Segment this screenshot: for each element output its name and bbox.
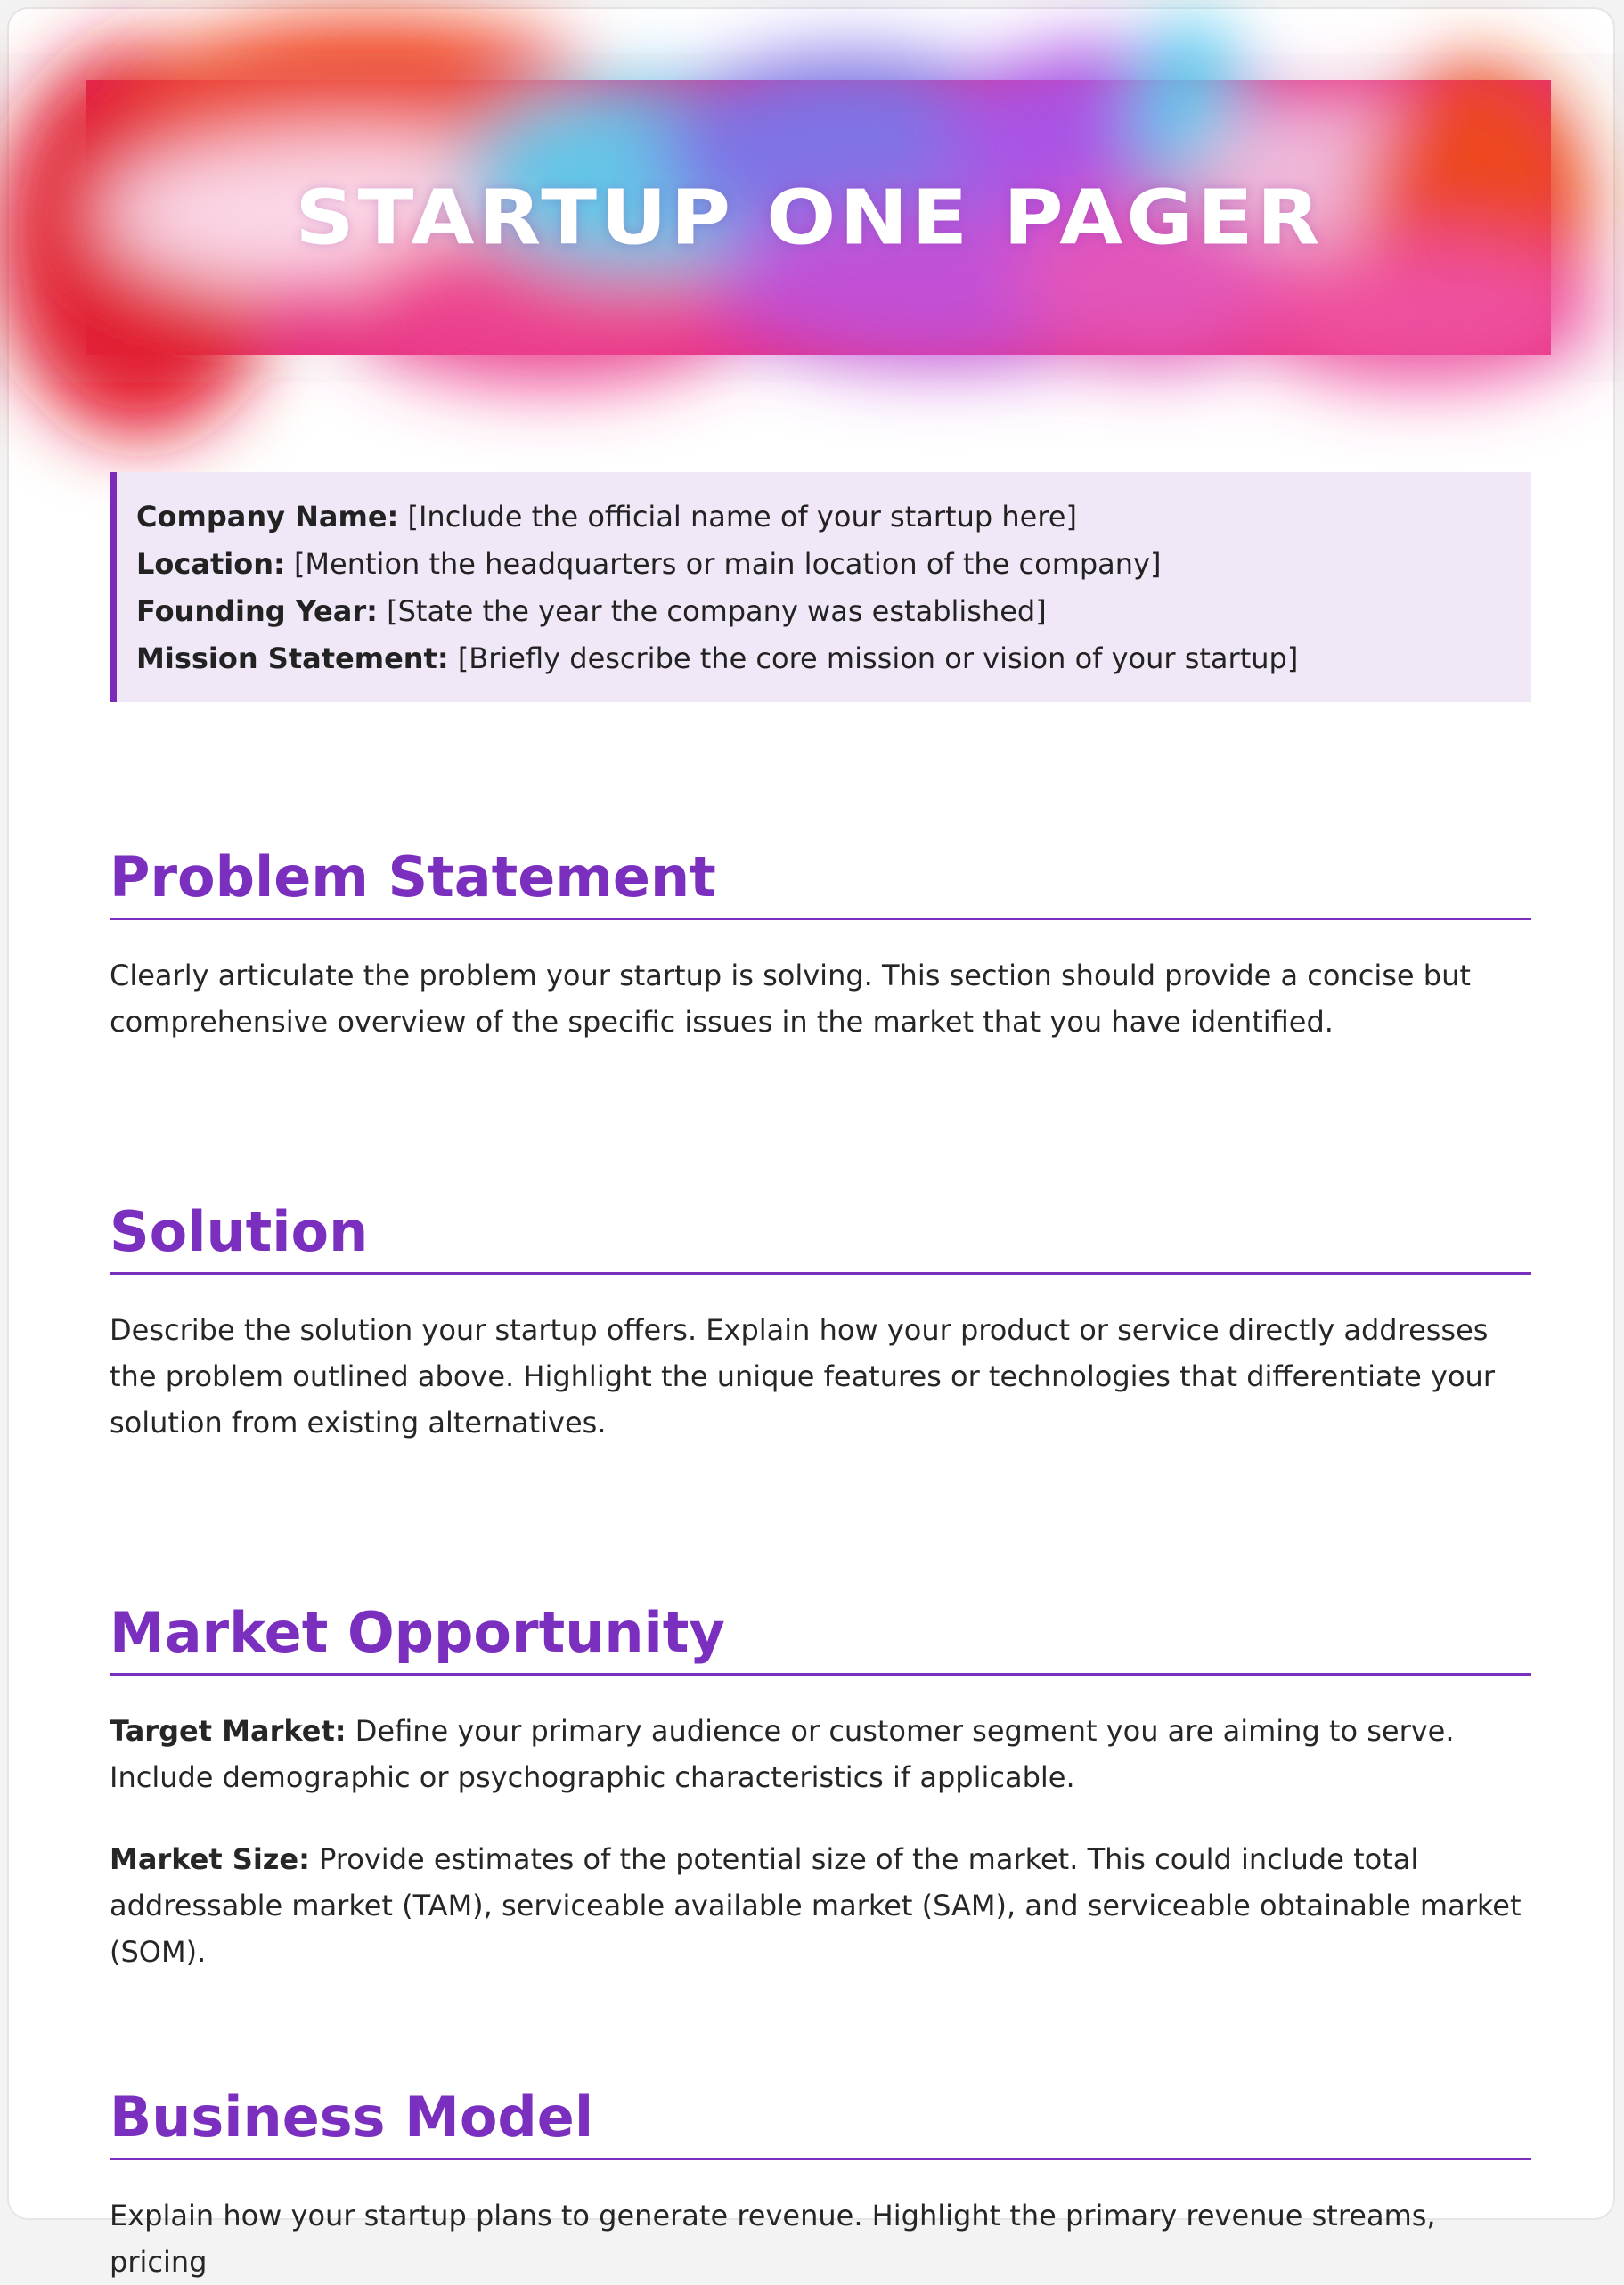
problem-statement-body: Clearly articulate the problem your startup is solving. This section should provide a concise but comprehensive overview of the specific issues in the market that you have identified. [110, 959, 1471, 1039]
solution-body: Describe the solution your startup offers. Explain how your product or service directly addresses the problem outlined above. Highlight the unique features or technologies that differentiate your solution from existing alternatives. [110, 1313, 1495, 1440]
location-label: Location: [136, 547, 285, 581]
company-name-value: [Include the official name of your startup here] [398, 500, 1077, 534]
mission-statement-label: Mission Statement: [136, 641, 449, 675]
business-model-heading: Business Model [110, 2085, 1531, 2160]
target-market-body: Define your primary audience or customer segment you are aiming to serve. Include demographic or psychographic characteristics if applicable. [110, 1714, 1455, 1794]
company-name-label: Company Name: [136, 500, 399, 534]
problem-statement-section [110, 845, 1531, 1045]
location-line [136, 541, 1531, 588]
market-size-label: Market Size: [110, 1842, 310, 1876]
mission-statement-line [136, 635, 1531, 682]
business-model-section [110, 2085, 1531, 2285]
founding-year-label: Founding Year: [136, 594, 378, 628]
banner-title: STARTUP ONE PAGER [295, 173, 1324, 262]
market-opportunity-heading: Market Opportunity [110, 1600, 1531, 1676]
founding-year-line [136, 588, 1531, 635]
market-size-body: Provide estimates of the potential size of the market. This could include total addressable market (TAM), serviceable available market (SAM), and serviceable obtainable market (SOM). [110, 1842, 1522, 1969]
target-market-label: Target Market: [110, 1714, 347, 1748]
location-value: [Mention the headquarters or main location of the company] [284, 547, 1162, 581]
market-opportunity-section [110, 1600, 1531, 1975]
solution-section [110, 1199, 1531, 1446]
header-banner [86, 80, 1551, 355]
document-page [7, 7, 1615, 2279]
problem-statement-heading: Problem Statement [110, 845, 1531, 920]
company-info-box [110, 472, 1531, 702]
mission-statement-value: [Briefly describe the core mission or vision of your startup] [448, 641, 1299, 675]
solution-heading: Solution [110, 1199, 1531, 1275]
target-market-paragraph [110, 1708, 1531, 1800]
market-size-paragraph [110, 1836, 1531, 1975]
company-name-line [136, 494, 1531, 541]
business-model-body: Explain how your startup plans to generate revenue. Highlight the primary revenue streams, pricing [110, 2199, 1436, 2279]
founding-year-value: [State the year the company was established] [377, 594, 1047, 628]
